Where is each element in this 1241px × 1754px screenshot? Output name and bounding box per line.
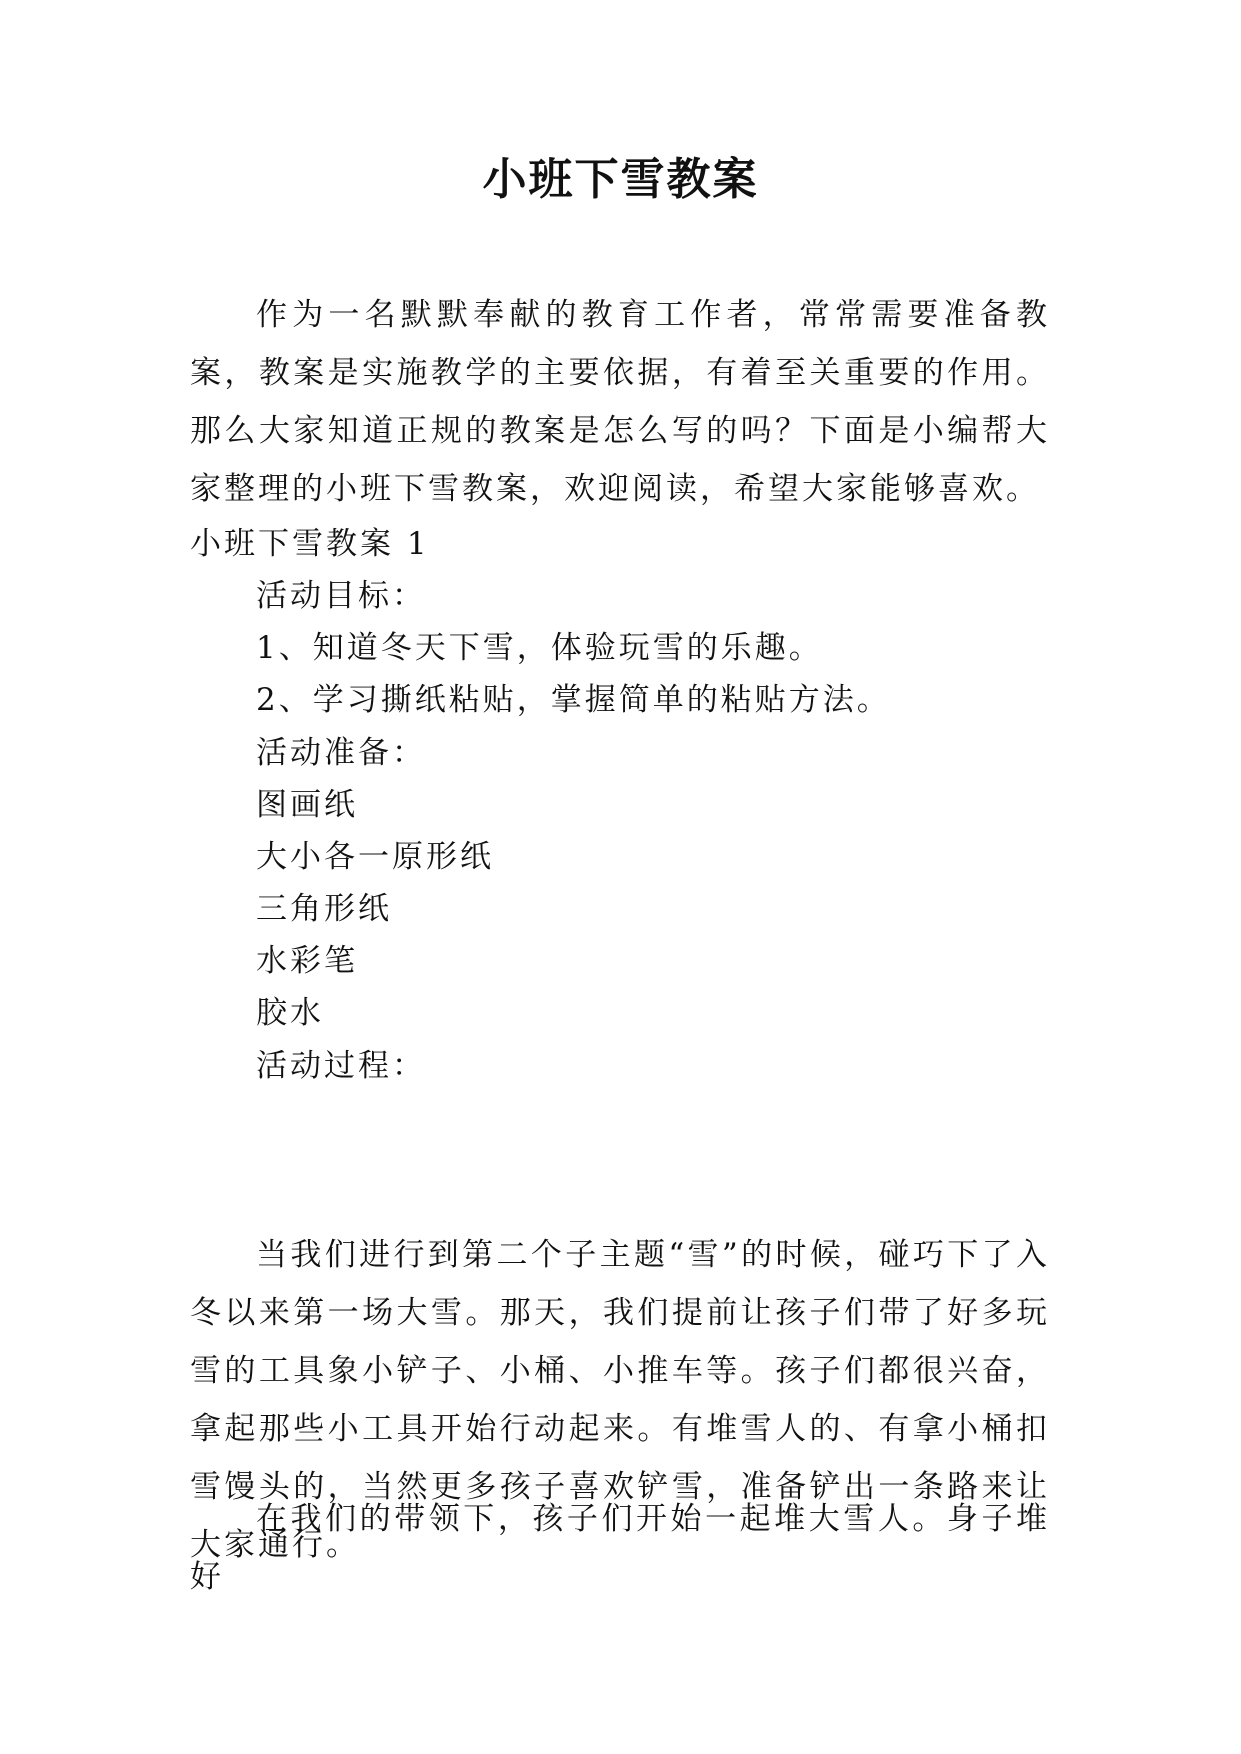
material-item: 图画纸	[256, 787, 358, 823]
objective-item-1: 1、知道冬天下雪，体验玩雪的乐趣。	[256, 630, 823, 666]
material-item: 胶水	[256, 995, 324, 1031]
process-paragraph-1: 当我们进行到第二个子主题“雪”的时候，碰巧下了入冬以来第一场大雪。那天，我们提前让孩子们带了好多玩雪的工具象小铲子、小桶、小推车等。孩子们都很兴奋，拿起那些小工具开始行动起来。有堆雪人的、有拿小桶扣雪馒头的，当然更多孩子喜欢铲雪，准备铲出一条路来让大家通行。	[190, 1237, 1050, 1563]
material-item: 水彩笔	[256, 943, 358, 979]
process-paragraph-2: 在我们的带领下，孩子们开始一起堆大雪人。身子堆好	[190, 1501, 1050, 1595]
material-item: 三角形纸	[256, 891, 392, 927]
preparation-heading: 活动准备：	[256, 735, 426, 771]
objectives-heading: 活动目标：	[256, 578, 426, 614]
process-heading: 活动过程：	[256, 1048, 426, 1084]
material-item: 大小各一原形纸	[256, 839, 494, 875]
document-title: 小班下雪教案	[482, 154, 759, 205]
section-heading: 小班下雪教案 1	[190, 526, 430, 562]
intro-paragraph: 作为一名默默奉献的教育工作者，常常需要准备教案，教案是实施教学的主要依据，有着至关重要的作用。那么大家知道正规的教案是怎么写的吗？下面是小编帮大家整理的小班下雪教案，欢迎阅读，希望大家能够喜欢。	[190, 297, 1050, 507]
objective-item-2: 2、学习撕纸粘贴，掌握简单的粘贴方法。	[256, 682, 891, 718]
